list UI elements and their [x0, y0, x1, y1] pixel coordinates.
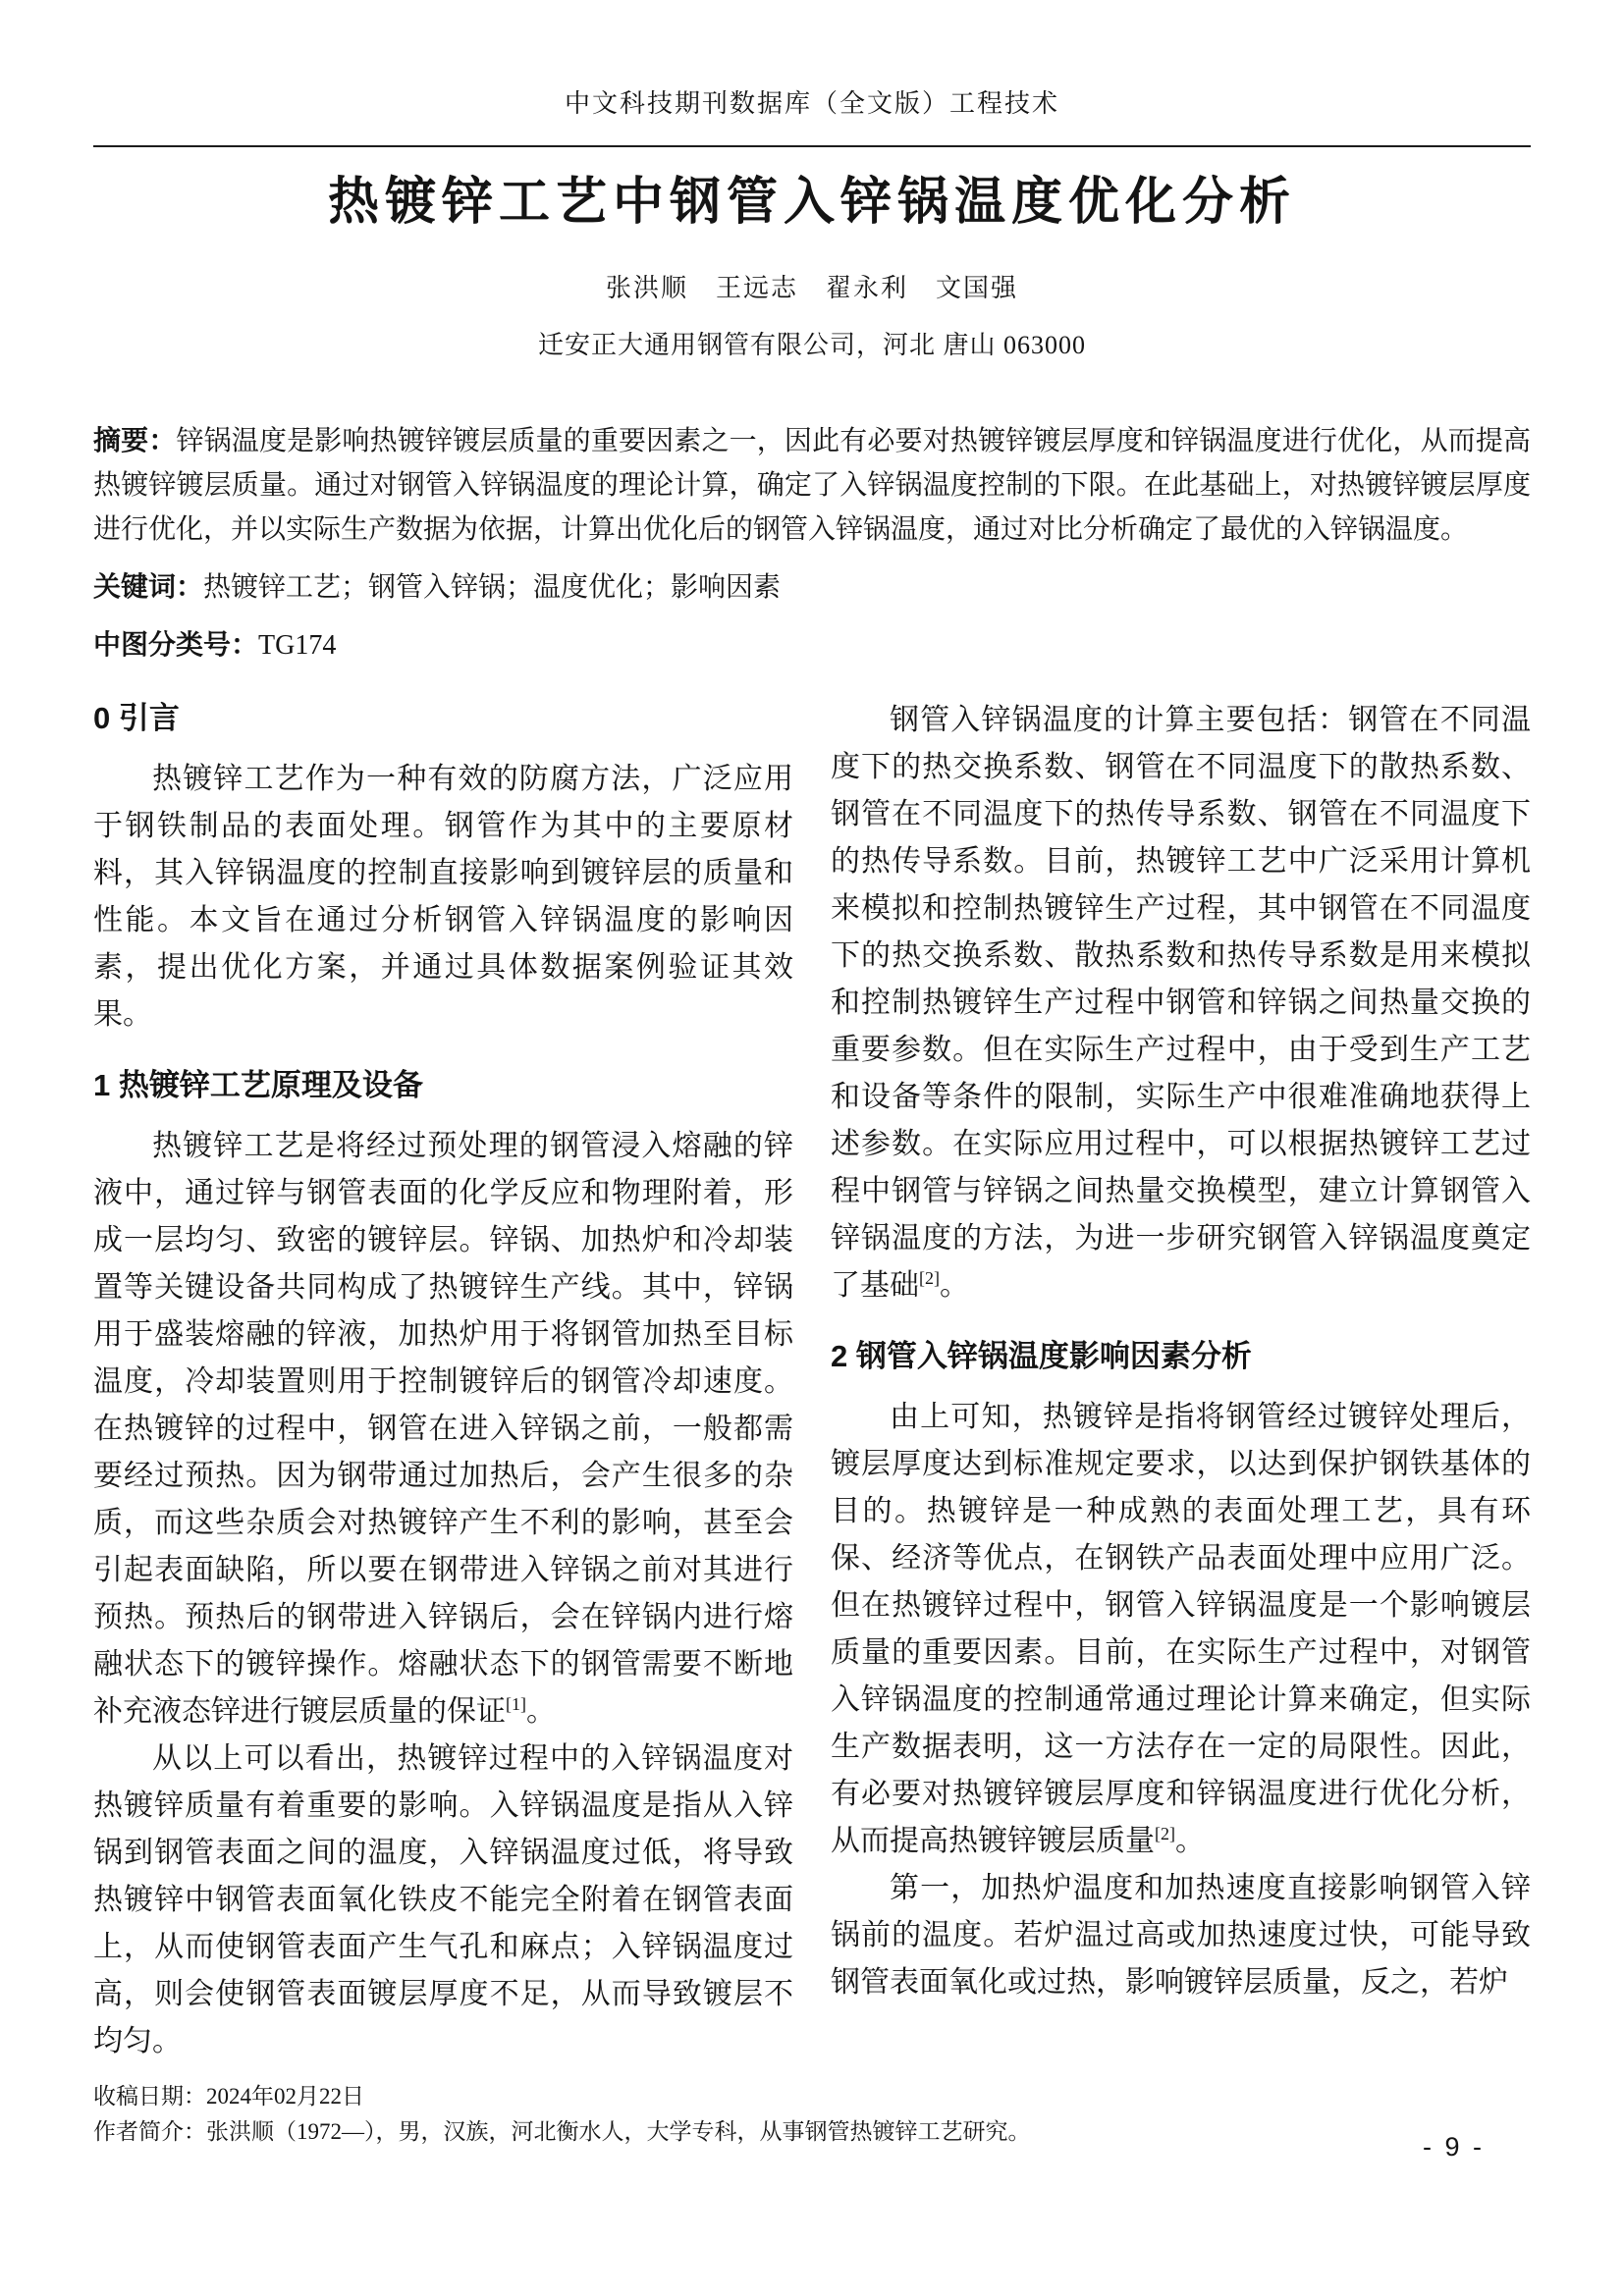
section-heading-1: 1 热镀锌工艺原理及设备 [93, 1068, 423, 1102]
citation-ref-1: [1] [506, 1694, 526, 1714]
clc-number [93, 622, 1531, 667]
article-meta [93, 418, 1531, 667]
section-heading-0: 0 引言 [93, 701, 180, 735]
paragraph-s0-1: 热镀锌工艺作为一种有效的防腐方法，广泛应用于钢铁制品的表面处理。钢管作为其中的主要原材料，其入锌锅温度的控制直接影响到镀锌层的质量和性能。本文旨在通过分析钢管入锌锅温度的影响因素，提出优化方案，并通过具体数据案例验证其效果。 [93, 763, 793, 1031]
abstract [93, 418, 1531, 552]
paragraph-s1-1 [93, 1123, 793, 1735]
paragraph-s1-2: 从以上可以看出，热镀锌过程中的入锌锅温度对热镀锌质量有着重要的影响。入锌锅温度是指从入锌锅到钢管表面之间的温度，入锌锅温度过低，将导致热镀锌中钢管表面氧化铁皮不能完全附着在钢管表面上，从而使钢管表面产生气孔和麻点；入锌锅温度过高，则会使钢管表面镀层厚度不足，从而导致镀层不均匀。 [93, 1742, 793, 2057]
header-divider [93, 145, 1531, 147]
bio-label: 作者简介： [93, 2119, 206, 2144]
journal-header: 中文科技期刊数据库（全文版）工程技术 [564, 89, 1059, 118]
keywords [93, 564, 1531, 610]
paragraph-s2-1 [831, 1394, 1531, 1865]
clc-text: TG174 [258, 630, 337, 661]
paragraph-intro-right [831, 697, 1531, 1309]
citation-ref-2: [2] [919, 1268, 940, 1288]
affiliation: 迁安正大通用钢管有限公司，河北 唐山 063000 [537, 331, 1086, 359]
clc-label: 中图分类号： [93, 629, 259, 660]
two-column-body [93, 697, 1531, 2065]
paragraph-text: 热镀锌工艺是将经过预处理的钢管浸入熔融的锌液中，通过锌与钢管表面的化学反应和物理附着，形成一层均匀、致密的镀锌层。锌锅、加热炉和冷却装置等关键设备共同构成了热镀锌生产线。其中，锌锅用于盛装熔融的锌液，加热炉用于将钢管加热至目标温度，冷却装置则用于控制镀锌后的钢管冷却速度。在热镀锌的过程中，钢管在进入锌锅之前，一般都需要经过预热。因为钢带通过加热后，会产生很多的杂质，而这些杂质会对热镀锌产生不利的影响，甚至会引起表面缺陷，所以要在钢带进入锌锅之前对其进行预热。预热后的钢带进入锌锅后，会在锌锅内进行熔融状态下的镀锌操作。熔融状态下的钢管需要不断地补充液态锌进行镀层质量的保证 [93, 1130, 793, 1728]
keywords-text: 热镀锌工艺；钢管入锌锅；温度优化；影响因素 [203, 572, 782, 603]
author-list: 张洪顺 王远志 翟永利 文国强 [605, 274, 1018, 302]
article-title: 热镀锌工艺中钢管入锌锅温度优化分析 [327, 174, 1296, 231]
received-label: 收稿日期： [93, 2084, 206, 2109]
received-date: 2024年02月22日 [206, 2084, 364, 2109]
bio-text: 张洪顺（1972—），男，汉族，河北衡水人，大学专科，从事钢管热镀锌工艺研究。 [206, 2119, 1031, 2144]
abstract-label: 摘要： [93, 425, 177, 455]
paragraph-text: 。 [1175, 1825, 1205, 1857]
received-date-line [93, 2079, 1531, 2114]
page-footnote [93, 2079, 1531, 2150]
keywords-label: 关键词： [93, 571, 204, 602]
right-column [831, 697, 1531, 2065]
paragraph-s2-2: 第一，加热炉温度和加热速度直接影响钢管入锌锅前的温度。若炉温过高或加热速度过快，可能导致钢管表面氧化或过热，影响镀锌层质量，反之，若炉 [831, 1872, 1531, 1999]
page-number: - 9 - [1422, 2132, 1485, 2162]
citation-ref-3: [2] [1155, 1824, 1175, 1843]
paragraph-text: 。 [940, 1269, 969, 1302]
section-heading-2: 2 钢管入锌锅温度影响因素分析 [831, 1339, 1252, 1373]
paragraph-text: 钢管入锌锅温度的计算主要包括：钢管在不同温度下的热交换系数、钢管在不同温度下的散热系数、钢管在不同温度下的热传导系数、钢管在不同温度下的热传导系数。目前，热镀锌工艺中广泛采用计算机来模拟和控制热镀锌生产过程，其中钢管在不同温度下的热交换系数、散热系数和热传导系数是用来模拟和控制热镀锌生产过程中钢管和锌锅之间热量交换的重要参数。但在实际生产过程中，由于受到生产工艺和设备等条件的限制，实际生产中很难准确地获得上述参数。在实际应用过程中，可以根据热镀锌工艺过程中钢管与锌锅之间热量交换模型，建立计算钢管入锌锅温度的方法，为进一步研究钢管入锌锅温度奠定了基础 [831, 704, 1531, 1302]
author-bio-line [93, 2114, 1531, 2150]
paragraph-text: 由上可知，热镀锌是指将钢管经过镀锌处理后，镀层厚度达到标准规定要求，以达到保护钢铁基体的目的。热镀锌是一种成熟的表面处理工艺，具有环保、经济等优点，在钢铁产品表面处理中应用广泛。但在热镀锌过程中，钢管入锌锅温度是一个影响镀层质量的重要因素。目前，在实际生产过程中，对钢管入锌锅温度的控制通常通过理论计算来确定，但实际生产数据表明，这一方法存在一定的局限性。因此，有必要对热镀锌镀层厚度和锌锅温度进行优化分析，从而提高热镀锌镀层质量 [831, 1401, 1531, 1857]
abstract-text: 锌锅温度是影响热镀锌镀层质量的重要因素之一，因此有必要对热镀锌镀层厚度和锌锅温度进行优化，从而提高热镀锌镀层质量。通过对钢管入锌锅温度的理论计算，确定了入锌锅温度控制的下限。在此基础上，对热镀锌镀层厚度进行优化，并以实际生产数据为依据，计算出优化后的钢管入锌锅温度，通过对比分析确定了最优的入锌锅温度。 [93, 426, 1531, 545]
left-column [93, 697, 793, 2065]
paragraph-text: 。 [526, 1695, 556, 1728]
